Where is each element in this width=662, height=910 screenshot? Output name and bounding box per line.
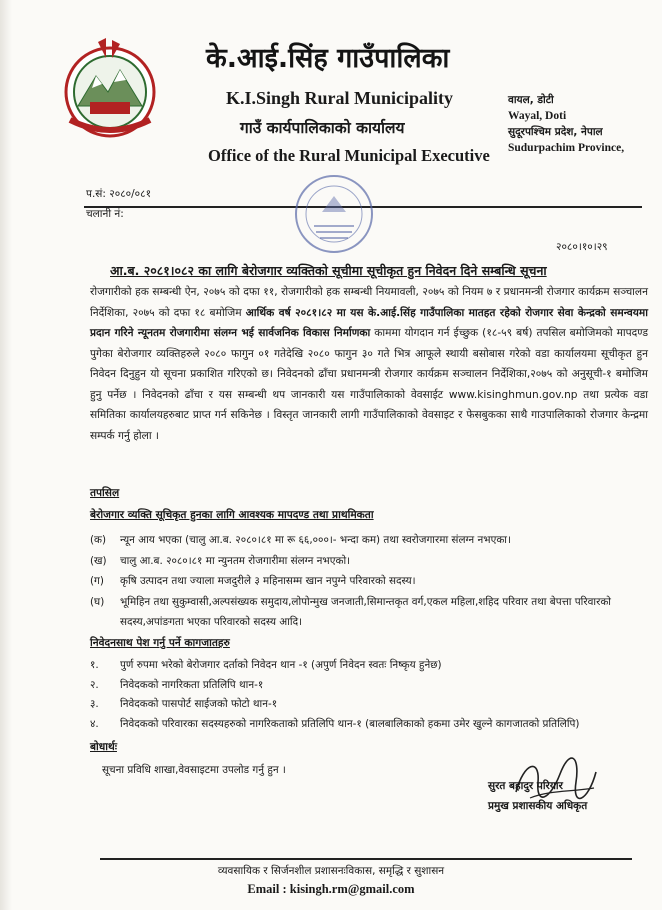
footer-rule [100, 858, 632, 860]
reference-block [86, 184, 151, 224]
list-item-label: (ख) [90, 554, 107, 567]
list-item-text: निवेदकको नागरिकता प्रतिलिपि थान-१ [120, 678, 264, 691]
footer-motto: व्यवसायिक र सिर्जनशील प्रशासनःविकास, समृद्धि र सुशासन [217, 865, 445, 877]
nepal-emblem-logo-icon [56, 36, 164, 144]
list-item-label: (क) [90, 534, 107, 546]
notice-heading: आ.ब. २०८१।०८२ का लागि बेरोजगार व्यक्तिको सूचीमा सूचीकृत हुन निवेदन दिने सम्बन्धि सूचना [110, 263, 547, 278]
list-item [90, 530, 650, 551]
signatory-name: सुरत बहादुर परियार [488, 780, 563, 792]
list-item-text: कृषि उत्पादन तथा ज्याला मजदुरीले ३ महिनासम्म खान नपुग्ने परिवारको सदस्य। [120, 575, 416, 587]
footer-email: Email : kisingh.rm@gmail.com [247, 882, 415, 896]
details-label: तपसिल [90, 487, 120, 499]
criteria-title: बेरोजगार व्यक्ति सूचिकृत हुनका लागि आवश्यक मापदण्ड तथा प्राथमिकता [90, 509, 374, 521]
dispatch-number: चलानी नं: [86, 208, 124, 220]
notice-body-part-1: रोजगारीको हक सम्बन्धी ऐन, २०७५ को दफा ११, रोजगारीको हक सम्बन्धी नियमावली, २०७५ को नियम ७ र प्रधानमन्त्री रोजगार कार्यक्रम सञ्चालन निर्देशिका, २०७५ को दफा १८ बमोजिम [90, 286, 648, 319]
list-item-text: भूमिहिन तथा सुकुम्वासी,अल्पसंख्यक समुदाय,लोपोन्मुख जनजाती,सिमान्तकृत वर्ग,एकल महिला,शहिद परिवार तथा बेपत्ता परिवारको सदस्य,अपांङगता भएका परिवारको सदस्य आदि। [120, 595, 612, 628]
signature-block [488, 776, 628, 816]
address-line-en-2: Sudurpachim Province, [508, 142, 625, 154]
list-item [90, 695, 650, 715]
office-title-np: गाउँ कार्यपालिकाको कार्यालय [240, 119, 405, 137]
list-item-label: (घ) [90, 595, 105, 608]
list-item-label: (ग) [90, 575, 104, 587]
documents-title: निवेदनसाथ पेश गर्नु पर्ने कागजातहरु [90, 637, 230, 649]
list-item [90, 571, 650, 592]
list-item-label: ३. [90, 698, 99, 710]
list-item-label: ४. [90, 717, 99, 730]
list-item-label: २. [90, 678, 99, 691]
list-item-text: न्यून आय भएका (चालु आ.ब. २०८०।८१ मा रू ६६,०००।- भन्दा कम) तथा स्वरोजगारमा संलग्न नभएका। [120, 534, 511, 546]
list-item-text: पुर्ण रुपमा भरेको बेरोजगार दर्ताको निवेदन थान -१ (अपुर्ण निवेदन स्वतः निष्कृय हुनेछ) [120, 659, 442, 671]
info-text-wrap [102, 760, 462, 781]
office-title-en: Office of the Rural Municipal Executive [208, 146, 490, 165]
list-item [90, 551, 650, 572]
list-item-text: निवेदकको पासपोर्ट साईजको फोटो थान-१ [120, 698, 278, 710]
address-block [508, 92, 648, 156]
notice-body [90, 282, 648, 446]
documents-list [90, 656, 650, 734]
info-text: सूचना प्रविधि शाखा,वेवसाइटमा उपलोड गर्नु हुन । [102, 764, 286, 776]
list-item [90, 676, 650, 696]
list-item [90, 715, 650, 735]
scan-edge [0, 0, 12, 910]
criteria-list [90, 530, 650, 633]
list-item-text: चालु आ.ब. २०८०।८१ मा न्युनतम रोजगारीमा संलग्न नभएको। [120, 554, 351, 567]
notice-body-part-2: काममा योगदान गर्न ईच्छुक (१८-५९ बर्ष) तपसिल बमोजिमको मापदण्ड पुगेका बेरोजगार व्यक्तिहरुले २०८० फागुन ०१ गतेदेखि २०८० फागुन ३० गते भित्र आफूले स्थायी बसोबास गरेको वडा कार्यालयमा सूचीकृत हुन निवेदन दिनुहुन यो सूचना प्रकाशित गरिएको छ। निवेदनको ढाँचा प्रधानमन्त्री रोजगार कार्यक्रम सञ्चालन निर्देशिका,२०७५ को अनुसूची-१ बमोजिम हुनु पर्नेछ । निवेदनको ढाँचा र यस सम्बन्धी थप जानकारी यस गाउँपालिकाको वेवसाईट www.kisinghmun.gov.np तथा प्रत्येक वडा समितिका कार्यालयहरुबाट प्राप्त गर्न सकिनेछ । विस्तृत जानकारी लागी गाउँपालिकाको वेवसाइट र फेसबुकका साथै गाउपालिकाको रोजगार केन्द्रमा सम्पर्क गर्नु होला । [90, 327, 648, 442]
address-line-np-2: सुदूरपश्चिम प्रदेश, नेपाल [508, 126, 603, 138]
notice-date: २०८०।१०।२९ [556, 241, 608, 253]
signatory-designation: प्रमुख प्रशासकीय अधिकृत [488, 800, 588, 812]
list-item [90, 592, 650, 633]
municipality-title-en: K.I.Singh Rural Municipality [226, 88, 454, 108]
reference-number: प.सं: २०८०/०८१ [86, 188, 152, 200]
list-item-text: निवेदकको परिवारका सदस्यहरुको नागरिकताको प्रतिलिपि थान-१ (बालबालिकाको हकमा उमेर खुल्ने कागजातको प्रतिलिपि) [120, 717, 580, 730]
address-line-np-1: वायल, डोटी [508, 94, 554, 106]
office-stamp-icon [292, 172, 376, 256]
municipality-title-np: के.आई.सिंह गाउँपालिका [206, 43, 450, 74]
list-item [90, 656, 650, 676]
info-label: बोधार्थः [90, 741, 117, 753]
notice-body-bold: आर्थिक वर्ष २०८१।८२ मा यस के.आई.सिंह गाउँपालिका मातहत रहेको रोजगार सेवा केन्द्रको समन्वयमा प्रदान गरिने न्यूनतम रोजगारीमा संलग्न भई सार्वजनिक विकास निर्माणका [90, 306, 649, 339]
list-item-label: १. [90, 659, 99, 671]
address-line-en-1: Wayal, Doti [508, 110, 567, 122]
